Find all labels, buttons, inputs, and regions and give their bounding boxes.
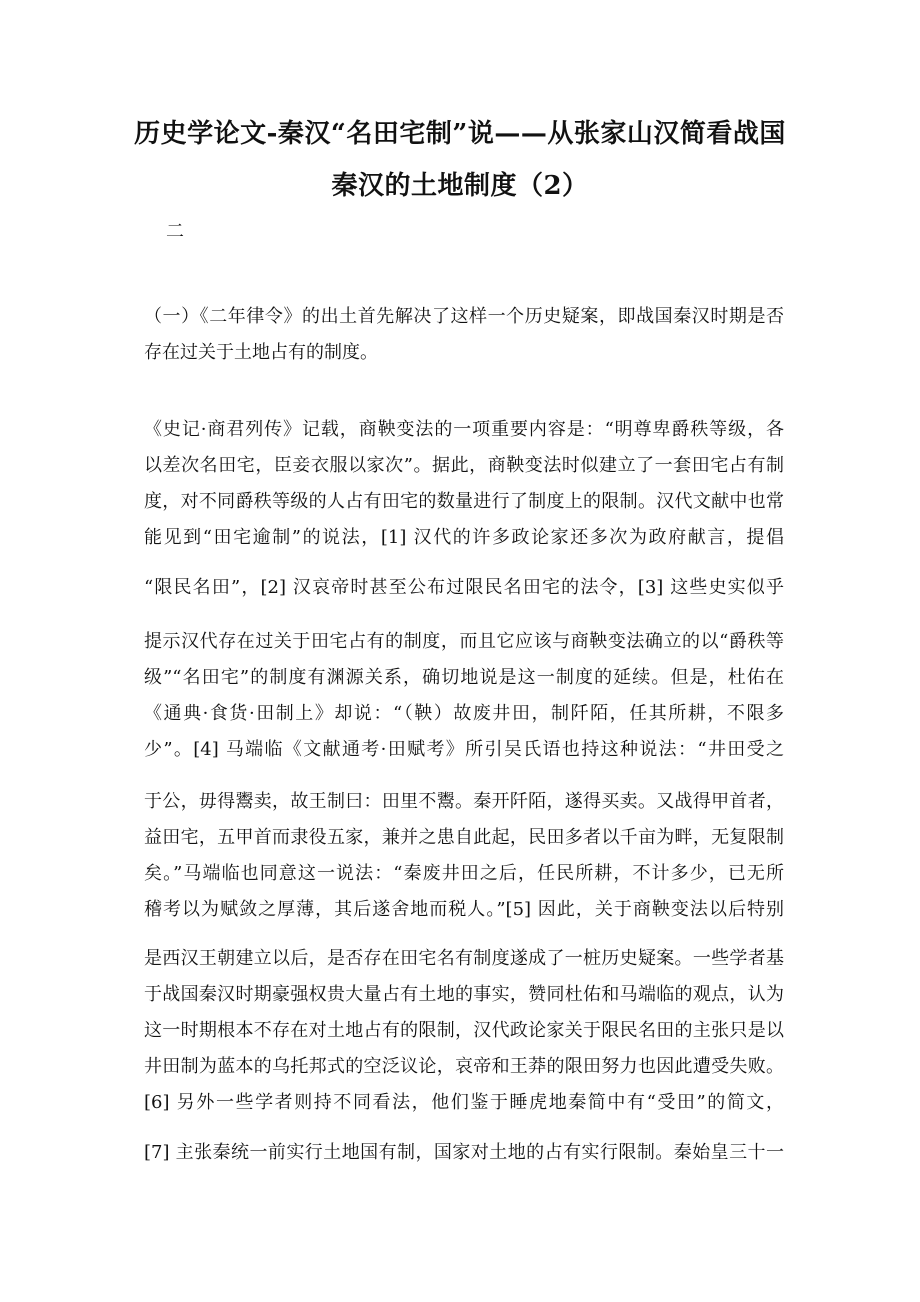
section-number: 二	[166, 221, 184, 242]
paragraph-2-line-17: 井田制为蓝本的乌托邦式的空泛议论，哀帝和王莽的限田努力也因此遭受失败。	[144, 1056, 784, 1077]
paragraph-2-line-1: 《史记·商君列传》记载，商鞅变法的一项重要内容是：“明尊卑爵秩等级，各	[144, 419, 784, 440]
paragraph-2-line-10: 于公，毋得鬻卖，故王制曰：田里不鬻。秦开阡陌，遂得买卖。又战得甲首者，	[144, 791, 784, 812]
paragraph-2-line-13: 稽考以为赋敛之厚薄，其后遂舍地而税人。”[5] 因此，关于商鞅变法以后特别	[144, 899, 784, 920]
paragraph-2-line-2: 以差次名田宅，臣妾衣服以家次”。据此，商鞅变法时似建立了一套田宅占有制	[144, 455, 784, 476]
paragraph-2-line-19: [7] 主张秦统一前实行土地国有制，国家对土地的占有实行限制。秦始皇三十一	[144, 1142, 784, 1163]
paragraph-1-line-2: 存在过关于土地占有的制度。	[144, 342, 378, 363]
paragraph-1-line-1: （一）《二年律令》的出土首先解决了这样一个历史疑案，即战国秦汉时期是否	[144, 306, 784, 327]
paragraph-2-line-11: 益田宅，五甲首而隶役五家，兼并之患自此起，民田多者以千亩为畔，无复限制	[144, 827, 784, 848]
document-title-line-1: 历史学论文-秦汉“名田宅制”说——从张家山汉简看战国	[134, 119, 786, 149]
paragraph-2-line-4: 能见到“田宅逾制”的说法，[1] 汉代的许多政论家还多次为政府献言，提倡	[144, 527, 784, 548]
paragraph-2-line-15: 于战国秦汉时期豪强权贵大量占有土地的事实，赞同杜佑和马端临的观点，认为	[144, 984, 784, 1005]
paragraph-2-line-12: 矣。”马端临也同意这一说法：“秦废井田之后，任民所耕，不计多少，已无所	[144, 863, 784, 884]
paragraph-2-line-5: “限民名田”，[2] 汉哀帝时甚至公布过限民名田宅的法令，[3] 这些史实似乎	[144, 577, 784, 598]
paragraph-2-line-6: 提示汉代存在过关于田宅占有的制度，而且它应该与商鞅变法确立的以“爵秩等	[144, 631, 784, 652]
paragraph-2-line-8: 《通典·食货·田制上》却说：“（鞅）故废井田，制阡陌，任其所耕，不限多	[144, 703, 784, 724]
paragraph-2-line-3: 度，对不同爵秩等级的人占有田宅的数量进行了制度上的限制。汉代文献中也常	[144, 491, 784, 512]
paragraph-2-line-18: [6] 另外一些学者则持不同看法，他们鉴于睡虎地秦简中有“受田”的简文，	[144, 1092, 784, 1113]
paragraph-2-line-16: 这一时期根本不存在对土地占有的限制，汉代政论家关于限民名田的主张只是以	[144, 1020, 784, 1041]
paragraph-2-line-9: 少”。[4] 马端临《文献通考·田赋考》所引吴氏语也持这种说法：“井田受之	[144, 739, 784, 760]
document-title-line-2: 秦汉的土地制度（2）	[331, 171, 589, 201]
paragraph-2-line-14: 是西汉王朝建立以后，是否存在田宅名有制度遂成了一桩历史疑案。一些学者基	[144, 948, 784, 969]
paragraph-2-line-7: 级”“名田宅”的制度有渊源关系，确切地说是这一制度的延续。但是，杜佑在	[144, 667, 784, 688]
